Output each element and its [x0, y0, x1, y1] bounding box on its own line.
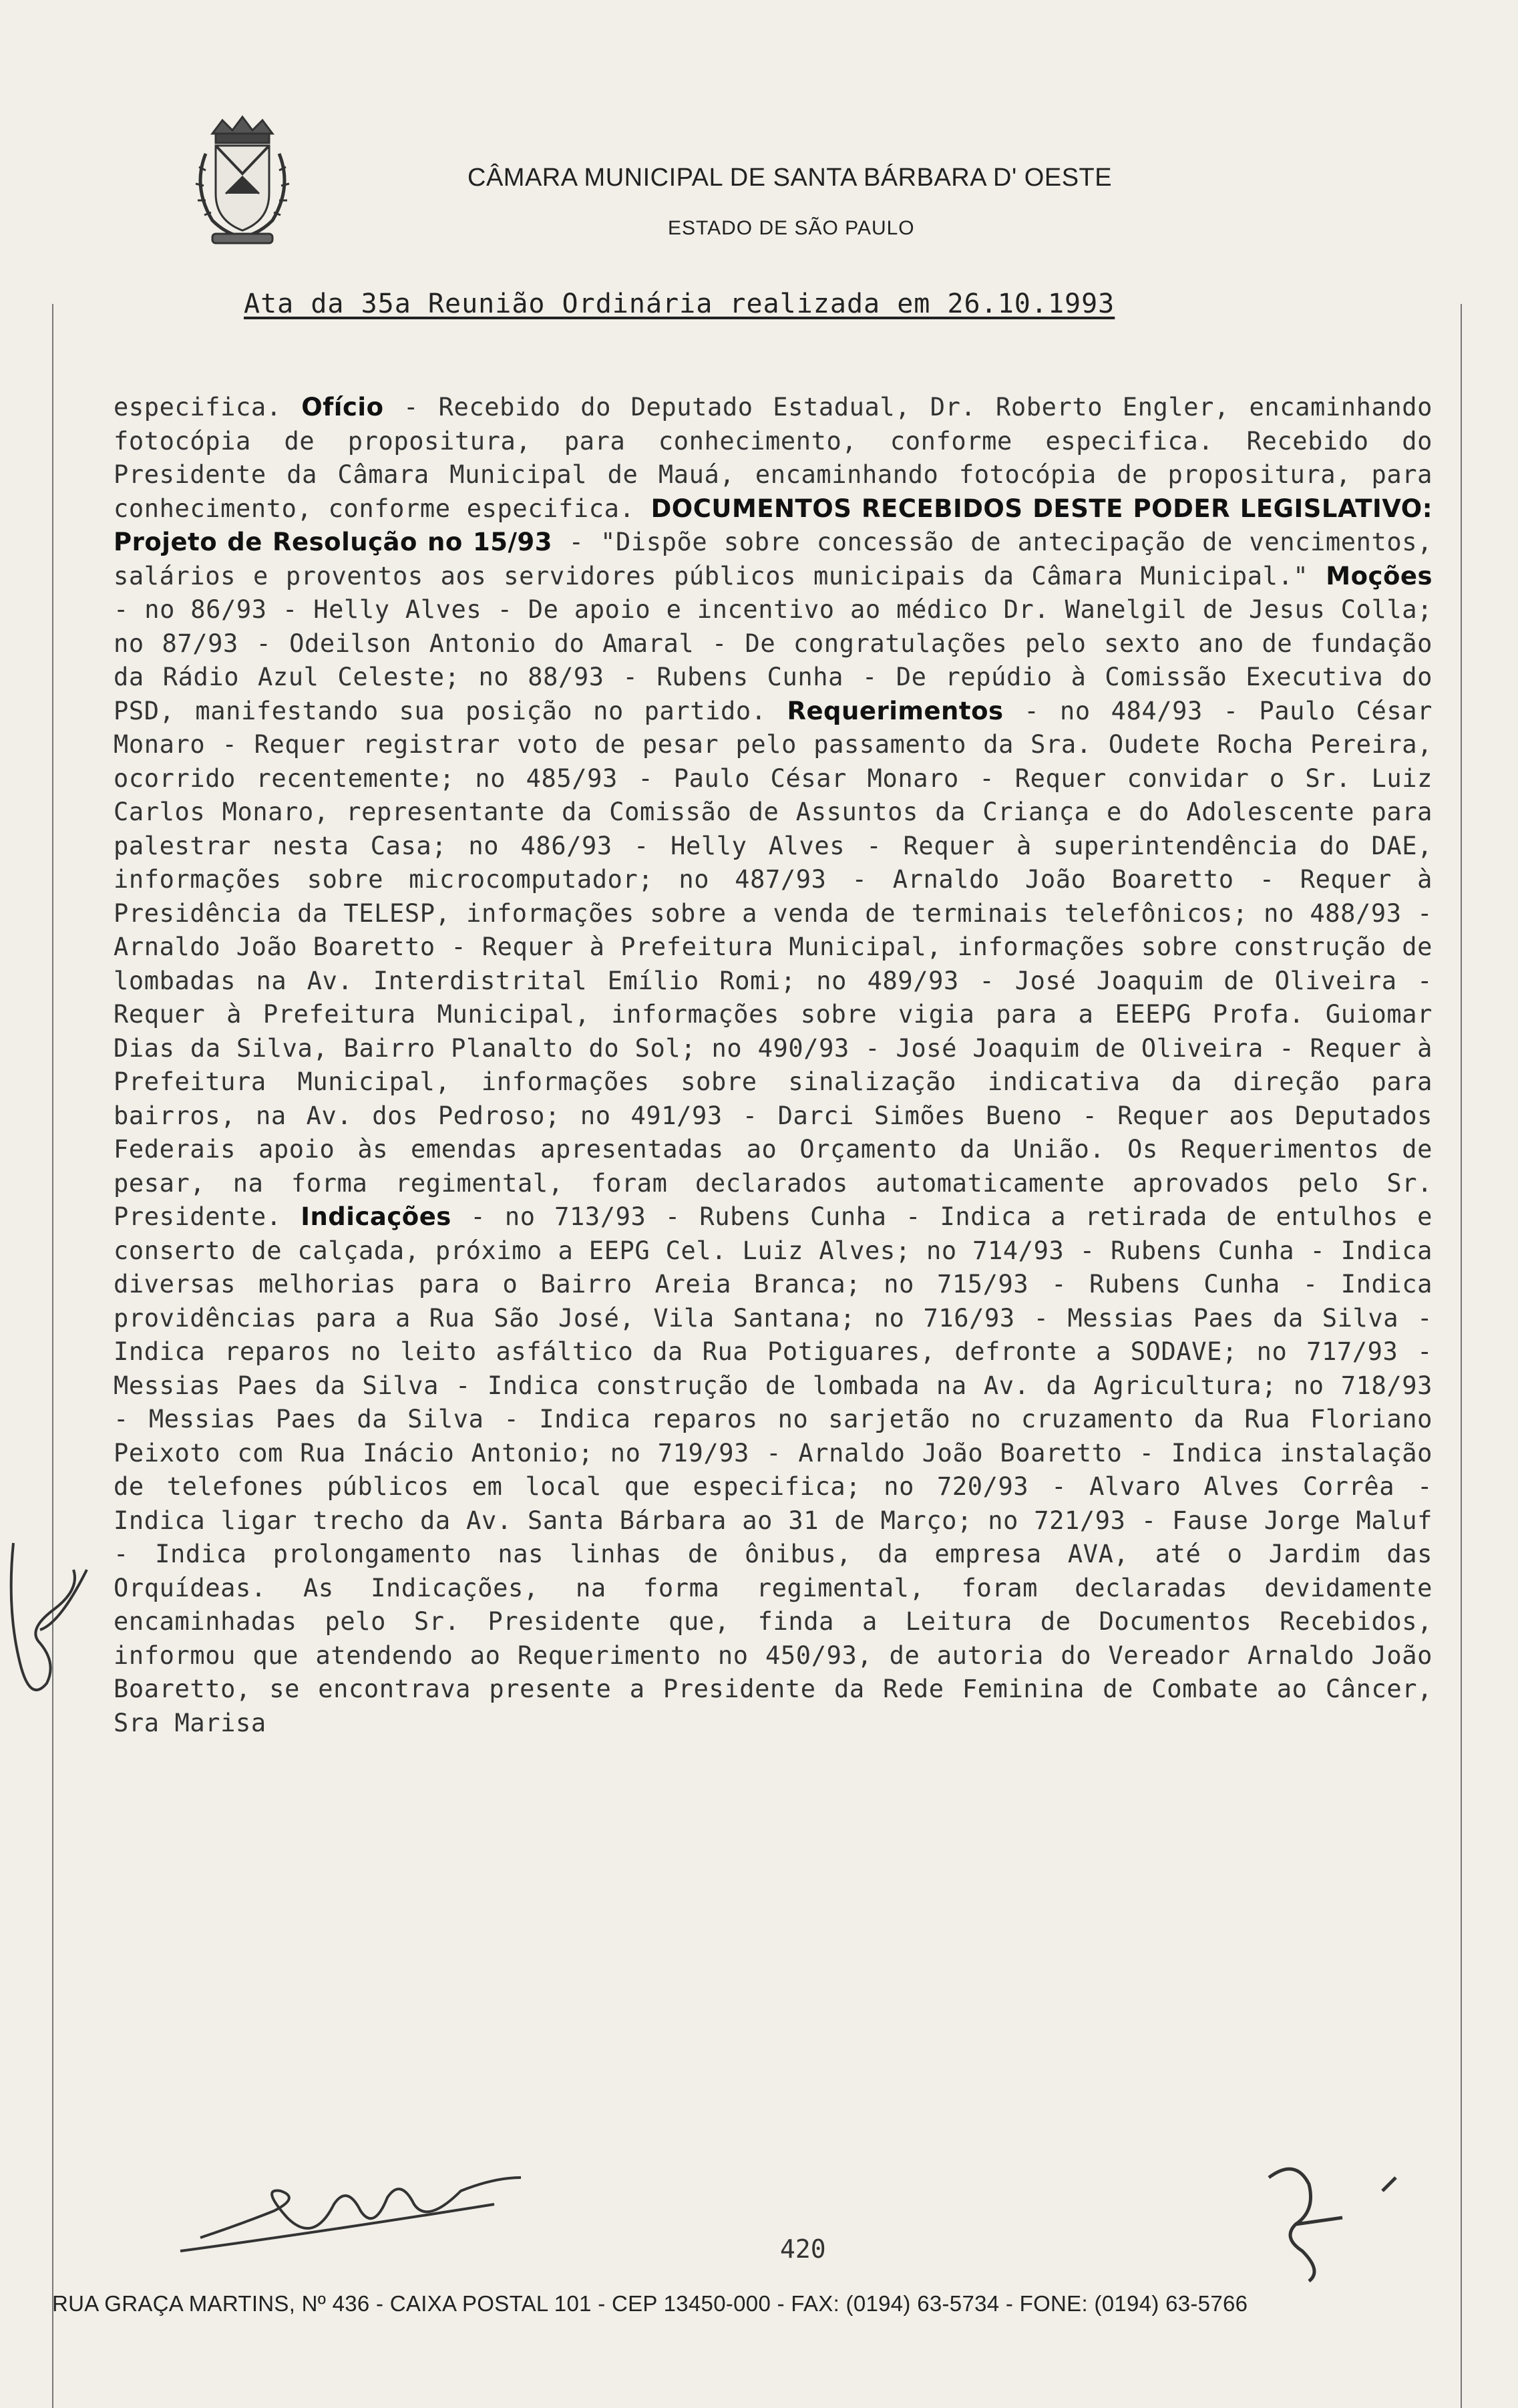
- heading-projeto-resolucao: Projeto de Resolução no 15/93: [114, 528, 552, 556]
- signature-left-margin-icon: [0, 1530, 100, 1730]
- page-number: 420: [780, 2234, 826, 2264]
- body-text-segment: - Recebido do Deputado Estadual, Dr. Roberto Engler, encaminhando fotocópia de propositura, para conhecimento, conforme especifica. Recebido do Presidente da Câmara Municipal de Mauá, encaminhando fotocópia de propositura, para conhecimento, conforme especifica.: [114, 393, 1433, 523]
- footer-address: RUA GRAÇA MARTINS, Nº 436 - CAIXA POSTAL 101 - CEP 13450-000 - FAX: (0194) 63-5734 - FONE: (0194) 63-5766: [52, 2291, 1248, 2316]
- body-text-segment: especifica.: [114, 393, 302, 421]
- right-margin-rule: [1461, 304, 1462, 2408]
- municipal-crest-icon: [186, 114, 299, 247]
- document-title: Ata da 35a Reunião Ordinária realizada em 26.10.1993: [244, 289, 1115, 319]
- body-text-segment: - "Dispõe sobre concessão de antecipação de vencimentos, salários e proventos aos servidores públicos municipais da Câmara Municipal.": [114, 528, 1433, 590]
- left-margin-rule: [52, 304, 53, 2408]
- heading-oficio: Ofício: [301, 393, 384, 421]
- heading-indicacoes: Indicações: [301, 1202, 451, 1231]
- institution-subtitle: ESTADO DE SÃO PAULO: [668, 217, 915, 239]
- minutes-body: [114, 391, 1433, 1740]
- heading-requerimentos: Requerimentos: [787, 696, 1004, 725]
- signature-bottom-left-icon: [160, 2164, 534, 2264]
- heading-documentos-recebidos: DOCUMENTOS RECEBIDOS DESTE PODER LEGISLATIVO:: [650, 494, 1433, 523]
- body-text-segment: - no 713/93 - Rubens Cunha - Indica a retirada de entulhos e conserto de calçada, próximo a EEPG Cel. Luiz Alves; no 714/93 - Rubens Cunha - Indica diversas melhorias para o Bairro Areia Branca; no 715/93 - Rubens Cunha - Indica providências para a Rua São José, Vila Santana; no 716/93 - Messias Paes da Silva - Indica reparos no leito asfáltico da Rua Potiguares, defronte a SODAVE; no 717/93 - Messias Paes da Silva - Indica construção de lombada na Av. da Agricultura; no 718/93 - Messias Paes da Silva - Indica reparos no sarjetão no cruzamento da Rua Floriano Peixoto com Rua Inácio Antonio; no 719/93 - Arnaldo João Boaretto - Indica instalação de telefones públicos em local que especifica; no 720/93 - Alvaro Alves Corrêa - Indica ligar trecho da Av. Santa Bárbara ao 31 de Março; no 721/93 - Fause Jorge Maluf - Indica prolongamento nas linhas de ônibus, da empresa AVA, até o Jardim das Orquídeas. As Indicações, na forma regimental, foram declaradas devidamente encaminhadas pelo Sr. Presidente que, finda a Leitura de Documentos Recebidos, informou que atendendo ao Requerimento no 450/93, de autoria do Vereador Arnaldo João Boaretto, se encontrava presente a Presidente da Rede Feminina de Combate ao Câncer, Sra Marisa: [114, 1202, 1433, 1737]
- heading-mocoes: Moções: [1326, 561, 1433, 590]
- institution-title: CÂMARA MUNICIPAL DE SANTA BÁRBARA D' OESTE: [467, 164, 1113, 192]
- body-text-segment: - no 86/93 - Helly Alves - De apoio e incentivo ao médico Dr. Wanelgil de Jesus Colla; no 87/93 - Odeilson Antonio do Amaral - De congratulações pelo sexto ano de fundação da Rádio Azul Celeste; no 88/93 - Rubens Cunha - De repúdio à Comissão Executiva do PSD, manifestando sua posição no partido.: [114, 595, 1433, 725]
- signature-bottom-right-icon: [1256, 2151, 1416, 2284]
- body-text-segment: - no 484/93 - Paulo César Monaro - Requer registrar voto de pesar pelo passamento da Sra. Oudete Rocha Pereira, ocorrido recentemente; no 485/93 - Paulo César Monaro - Requer convidar o Sr. Luiz Carlos Monaro, representante da Comissão de Assuntos da Criança e do Adolescente para palestrar nesta Casa; no 486/93 - Helly Alves - Requer à superintendência do DAE, informações sobre microcomputador; no 487/93 - Arnaldo João Boaretto - Requer à Presidência da TELESP, informações sobre a venda de terminais telefônicos; no 488/93 - Arnaldo João Boaretto - Requer à Prefeitura Municipal, informações sobre construção de lombadas na Av. Interdistrital Emílio Romi; no 489/93 - José Joaquim de Oliveira - Requer à Prefeitura Municipal, informações sobre vigia para a EEEPG Profa. Guiomar Dias da Silva, Bairro Planalto do Sol; no 490/93 - José Joaquim de Oliveira - Requer à Prefeitura Municipal, informações sobre sinalização indicativa da direção para bairros, na Av. dos Pedroso; no 491/93 - Darci Simões Bueno - Requer aos Deputados Federais apoio às emendas apresentadas ao Orçamento da União. Os Requerimentos de pesar, na forma regimental, foram declarados automaticamente aprovados pelo Sr. Presidente.: [114, 696, 1433, 1231]
